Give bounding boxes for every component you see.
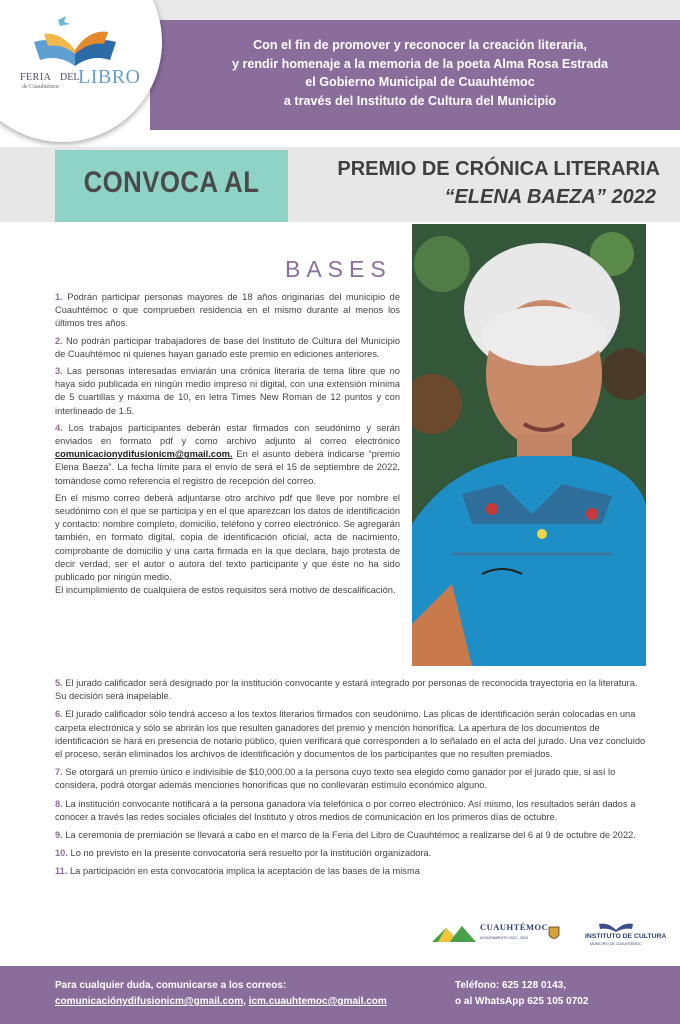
mountain-logo-icon — [432, 922, 476, 944]
base-item-3 — [55, 365, 400, 418]
header-line: Con el fin de promover y reconocer la creación literaria, — [253, 38, 587, 52]
sponsor-logos — [430, 916, 667, 952]
footer-whatsapp: o al WhatsApp 625 105 0702 — [455, 996, 589, 1007]
footer-contact-label: Para cualquier duda, comunicarse a los correos: — [55, 980, 287, 991]
portrait-illustration — [412, 224, 646, 666]
base-text: En el asunto deberá indicarse “premio Elena Baeza”. La fecha límite para el envío de será el 15 de septiembre de 2022, tomándose como referencia el registro de recepción del correo. — [55, 449, 400, 486]
base-item-4-continued: En el mismo correo deberá adjuntarse otro archivo pdf que lleve por nombre el seudónimo con el que se participa y en el que aparezcan los datos de identificación y contacto: nombre completo, domicilio, teléfono y correo electrónico. Se agregarán también, en formato digital, copia de identificación oficial, acta de nacimiento, comprobante de domicilio y una carta firmada en la que declara, bajo protesta de decir verdad, ser el autor o autora del texto participante y que éste no ha sido publicado por ningún medio. — [55, 492, 400, 583]
logo-del-text: DEL — [60, 72, 80, 83]
base-text: No podrán participar trabajadores de base del Instituto de Cultura del Municipio de Cuauhtémoc ni quienes hayan ganado este premio en ediciones anteriores. — [55, 335, 400, 359]
header-line: y rendir homenaje a la memoria de la poeta Alma Rosa Estrada — [231, 56, 609, 71]
bases-heading: BASES — [285, 256, 392, 282]
open-book-icon — [598, 918, 634, 932]
base-text: La institución convocante notificará a la persona ganadora vía telefónica o por correo electrónico. Así mismo, los resultados serán dados a conocer a través las redes sociales oficiales del Instituto y otros medios de comunicación en los primeros días de octubre. — [55, 798, 636, 822]
base-number: 8. — [55, 798, 63, 809]
base-number: 6. — [55, 709, 63, 720]
logo-sub-text: de Cuauhtémoc — [22, 84, 60, 90]
base-text: Las personas interesadas enviarán una crónica literaria de tema libre que no haya sido publicada en ningún medio impreso ni digital, con una extensión mínima de 5 cuartillas y máxima de 10, en letra Times New Roman de 12 puntos y con interlineado de 1.5. — [55, 366, 400, 416]
premio-title-line1: PREMIO DE CRÓNICA LITERARIA — [337, 158, 660, 180]
portrait-photo — [412, 224, 646, 666]
base-text: El jurado calificador sólo tendrá acceso a los textos literarios firmados con seudónimo. Las plicas de identificación serán colocadas en una carpeta electrónica y sólo se abrirán los que resulten ganadores del premio y mención honorífica. La apertura de los documentos de identificación se hará en presencia de notario público, quien verificará que corresponden a lo señalado en el acta del jurado. Una vez concluido el proceso, serán eliminados los archivos de identificación y documentos de los participantes que no resulten premiados. — [55, 709, 646, 760]
open-book-icon — [30, 12, 120, 68]
base-number: 9. — [55, 830, 63, 841]
base-number: 7. — [55, 767, 63, 778]
base-item-6 — [55, 708, 647, 761]
base-text: Se otorgará un premio único e indivisible de $10,000.00 a la persona cuyo texto sea elegido como ganador por el jurado que, si así lo considera, podrá otorgar además menciones honoríficas que no conllevarán estímulo económico alguno. — [55, 767, 616, 791]
base-number: 2. — [55, 335, 63, 346]
base-item-9 — [55, 829, 647, 842]
base-item-10 — [55, 847, 647, 860]
base-text: La ceremonia de premiación se llevará a cabo en el marco de la Feria del Libro de Cuauhtémoc a realizarse del 6 al 9 de octubre de 2022. — [65, 830, 636, 841]
footer-email-line — [55, 994, 387, 1010]
footer-email-separator: , — [243, 996, 249, 1007]
base-number: 10. — [55, 848, 68, 859]
header-line: el Gobierno Municipal de Cuauhtémoc — [305, 75, 535, 89]
logo-feria-text: FERIA — [20, 72, 52, 83]
base-number: 4. — [55, 422, 63, 433]
ayuntamiento-text: AYUNTAMIENTO 2021 - 2024 — [480, 936, 529, 940]
base-item-4-warning: El incumplimiento de cualquiera de estos requisitos será motivo de descalificación. — [55, 585, 396, 596]
instituto-sub-text: MUNICIPIO DE CUAUHTÉMOC — [590, 942, 642, 946]
base-number: 5. — [55, 678, 63, 688]
bases-list-narrow — [55, 291, 400, 601]
base-text: Podrán participar personas mayores de 18 años originarias del municipio de Cuauhtémoc o que comprueben residencia en el mismo durante al menos los últimos tres años. — [55, 292, 400, 329]
convoca-heading: CONVOCA AL — [83, 166, 260, 199]
footer-contact — [0, 966, 680, 1024]
base-number: 1. — [55, 292, 63, 302]
base-number: 11. — [55, 866, 68, 877]
base-text: Los trabajos participantes deberán estar firmados con seudónimo y serán enviados en formato pdf y como archivo adjunto al correo electrónico — [55, 422, 400, 447]
base-item-8 — [55, 798, 647, 824]
base-item-4 — [55, 422, 400, 488]
base-text: La participación en esta convocatoria implica la aceptación de las bases de la misma — [70, 866, 420, 877]
premio-title-line2: “ELENA BAEZA” 2022 — [444, 186, 656, 208]
instituto-logo-text: INSTITUTO DE CULTURA — [585, 933, 667, 940]
footer-phone: Teléfono: 625 128 0143, — [455, 980, 566, 991]
base-number: 3. — [55, 366, 63, 377]
footer-email-link-1[interactable]: comunicaciónydifusionicm@gmail.com — [55, 996, 244, 1007]
logo-libro-text: LIBRO — [78, 66, 141, 88]
base-text: Lo no previsto en la presente convocatoria será resuelto por la institución organizadora. — [70, 848, 432, 859]
base-item-1 — [55, 291, 400, 331]
cuauhtemoc-logo-text: CUAUHTÉMOC — [480, 922, 549, 932]
footer-email-link-2[interactable]: icm.cuauhtemoc@gmail.com — [248, 996, 387, 1007]
bases-list-wide — [55, 677, 647, 884]
base-item-5 — [55, 677, 647, 703]
header-line: a través del Instituto de Cultura del Municipio — [283, 93, 557, 108]
base-item-2 — [55, 335, 400, 361]
footer-phones — [455, 978, 588, 1010]
base-item-7 — [55, 766, 647, 792]
footer-emails — [55, 978, 387, 1010]
base-text: El jurado calificador será designado por la institución convocante y estará integrado por personas de reconocida trayectoria en la literatura. Su decisión será inapelable. — [55, 678, 638, 702]
submission-email-link[interactable]: comunicacionydifusionicm@gmail.com. — [55, 449, 233, 460]
municipal-shield-icon — [548, 926, 560, 942]
base-item-11 — [55, 865, 647, 878]
header-intro-text — [185, 36, 655, 110]
